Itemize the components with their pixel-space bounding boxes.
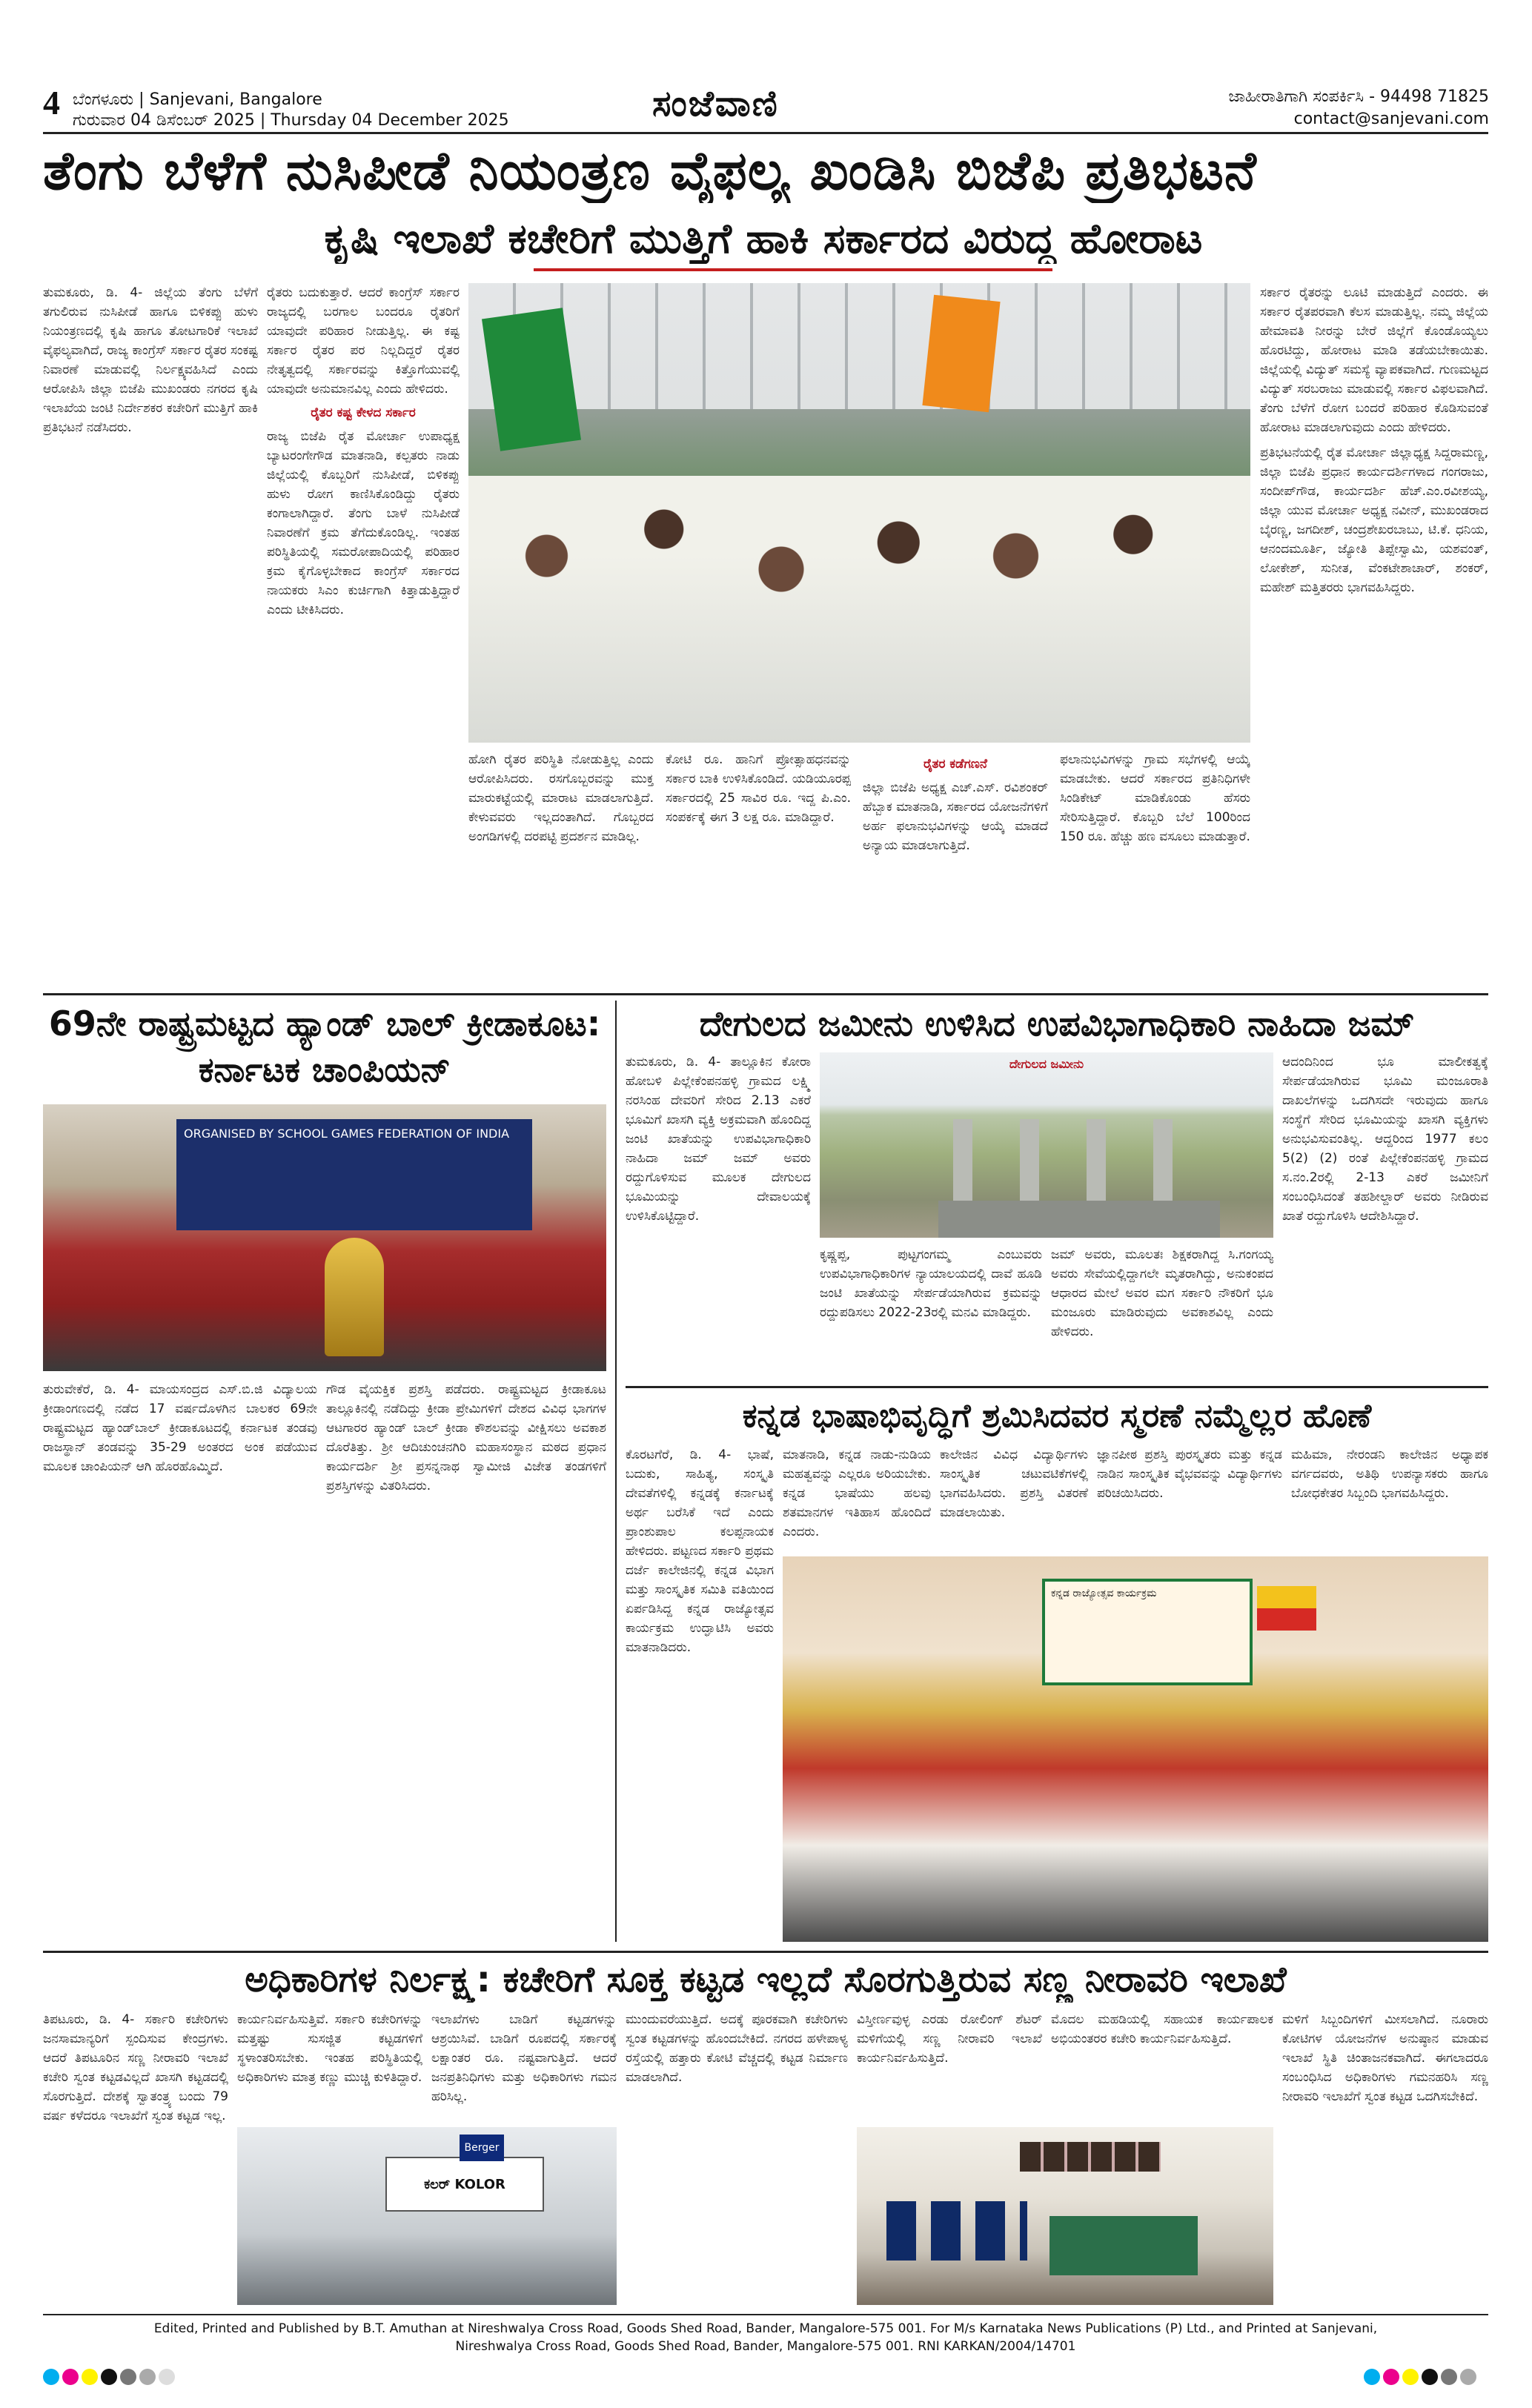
- masthead-logo: ಸಂಜೆವಾಣಿ: [652, 83, 779, 125]
- handball-team-photo: [43, 1104, 606, 1371]
- lead-bottom-3-text: ಜಿಲ್ಲಾ ಬಿಜೆಪಿ ಅಧ್ಯಕ್ಷ ಎಚ್.ಎಸ್. ರವಿಶಂಕರ್ ಹೆಬ್ಬಾಕ ಮಾತನಾಡಿ, ಸರ್ಕಾರದ ಯೋಜನೆಗಳಿಗೆ ಅರ್ಹ ಫಲಾನುಭವಿಗಳನ್ನು ಆಯ್ಕೆ ಮಾಡದೆ ಅನ್ಯಾಯ ಮಾಡಲಾಗುತ್ತಿದೆ.: [863, 780, 1048, 853]
- lead-bottom-4: ಫಲಾನುಭವಿಗಳನ್ನು ಗ್ರಾಮ ಸಭೆಗಳಲ್ಲಿ ಆಯ್ಕೆ ಮಾಡಬೇಕು. ಆದರೆ ಸರ್ಕಾರದ ಪ್ರತಿನಿಧಿಗಳೇ ಸಿಂಡಿಕೇಟ್ ಮಾಡಿಕೊಂಡು ಹೆಸರು ಸೇರಿಸುತ್ತಿದ್ದಾರೆ. ಕೊಬ್ಬರಿ ಬೆಲೆ 100ರಿಂದ 150 ರೂ. ಹೆಚ್ಚು ಹಣ ವಸೂಲು ಮಾಡುತ್ತಾರೆ.: [1060, 752, 1250, 844]
- protest-photo: [468, 283, 1250, 743]
- temple-col-4: ಆದಂದಿನಿಂದ ಭೂ ಮಾಲೀಕತ್ವಕ್ಕೆ ಸೇರ್ಪಡೆಯಾಗಿರುವ ಭೂಮಿ ಮಂಜೂರಾತಿ ದಾಖಲೆಗಳನ್ನು ಒದಗಿಸದೇ ಇರುವುದು ಹಾಗೂ ಸಂಸ್ಥೆಗೆ ಸೇರಿದ ಭೂಮಿಯನ್ನು ಖಾಸಗಿ ವ್ಯಕ್ತಿಗಳು ಅನುಭವಿಸುವಂತಿಲ್ಲ. ಆದ್ದರಿಂದ 1977 ಕಲಂ 5(2) (2) ರಂತೆ ಪಿಲ್ಲೇಕೆಂಪನಹಳ್ಳಿ ಗ್ರಾಮದ ಸ.ನಂ.2ರಲ್ಲಿ 2-13 ಎಕರೆ ಜಮೀನಿಗೆ ಸಂಬಂಧಿಸಿದಂತೆ ತಹಶೀಲ್ದಾರ್ ಅವರು ನೀಡಿರುವ ಖಾತೆ ರದ್ದುಗೊಳಿಸಿ ಆದೇಶಿಸಿದ್ದಾರೆ.: [1282, 1055, 1488, 1224]
- column-rule: [615, 1001, 617, 1942]
- page-number: 4: [43, 84, 60, 122]
- irrigation-col-1: ತಿಪಟೂರು, ಡಿ. 4- ಸರ್ಕಾರಿ ಕಚೇರಿಗಳು ಜನಸಾಮಾನ್ಯರಿಗೆ ಸ್ಪಂದಿಸುವ ಕೇಂದ್ರಗಳು. ಆದರೆ ತಿಪಟೂರಿನ ಸಣ್ಣ ನೀರಾವರಿ ಇಲಾಖೆ ಕಚೇರಿ ಸ್ವಂತ ಕಟ್ಟಡವಿಲ್ಲದೆ ಖಾಸಗಿ ಕಟ್ಟಡದಲ್ಲಿ ಸೊರಗುತ್ತಿದೆ. ದೇಶಕ್ಕೆ ಸ್ವಾತಂತ್ರ್ಯ ಬಂದು 79 ವರ್ಷ ಕಳೆದರೂ ಇಲಾಖೆಗೆ ಸ್ವಂತ ಕಟ್ಟಡ ಇಲ್ಲ.: [43, 2012, 228, 2123]
- irrigation-col-3: ಇಲಾಖೆಗಳು ಬಾಡಿಗೆ ಕಟ್ಟಡಗಳನ್ನು ಆಶ್ರಯಿಸಿವೆ. ಬಾಡಿಗೆ ರೂಪದಲ್ಲಿ ಸರ್ಕಾರಕ್ಕೆ ಲಕ್ಷಾಂತರ ರೂ. ನಷ್ಟವಾಗುತ್ತಿದೆ. ಆದರೆ ಜನಪ್ರತಿನಿಧಿಗಳು ಮತ್ತು ಅಧಿಕಾರಿಗಳು ಗಮನ ಹರಿಸಿಲ್ಲ.: [431, 2012, 617, 2104]
- kannada-col-2: ಮಾತನಾಡಿ, ಕನ್ನಡ ನಾಡು-ನುಡಿಯ ಮಹತ್ವವನ್ನು ಎಲ್ಲರೂ ಅರಿಯಬೇಕು. ಕನ್ನಡ ಭಾಷೆಯು ಹಲವು ಶತಮಾನಗಳ ಇತಿಹಾಸ ಹೊಂದಿದೆ ಎಂದರು.: [783, 1447, 931, 1539]
- foundation-slab: [938, 1201, 1220, 1238]
- lead-bottom-3: [863, 750, 1048, 987]
- irrigation-headline: ಅಧಿಕಾರಿಗಳ ನಿರ್ಲಕ್ಷ್ಯ: ಕಚೇರಿಗೆ ಸೂಕ್ತ ಕಟ್ಟಡ ಇಲ್ಲದೆ ಸೊರಗುತ್ತಿರುವ ಸಣ್ಣ ನೀರಾವರಿ ಇಲಾಖೆ: [245, 1959, 1287, 2000]
- edition-date: ಗುರುವಾರ 04 ಡಿಸೆಂಬರ್ 2025 | Thursday 04 December 2025: [73, 111, 509, 130]
- trophy: [325, 1238, 384, 1356]
- header-rule: [43, 132, 1488, 134]
- lead-subhead: ಕೃಷಿ ಇಲಾಖೆ ಕಚೇರಿಗೆ ಮುತ್ತಿಗೆ ಹಾಕಿ ಸರ್ಕಾರದ ವಿರುದ್ಧ ಹೋರಾಟ: [324, 215, 1203, 263]
- office-interior-photo: [857, 2127, 1273, 2305]
- handball-col-1: ತುರುವೇಕೆರೆ, ಡಿ. 4- ಮಾಯಸಂದ್ರದ ಎಸ್.ಬಿ.ಜಿ ವಿದ್ಯಾಲಯ ಕ್ರೀಡಾಂಗಣದಲ್ಲಿ ನಡೆದ 17 ವರ್ಷದೊಳಗಿನ ಬಾಲಕರ 69ನೇ ರಾಷ್ಟ್ರಮಟ್ಟದ ಹ್ಯಾಂಡ್‌ಬಾಲ್ ಕ್ರೀಡಾಕೂಟದಲ್ಲಿ ಕರ್ನಾಟಕ ತಂಡವು ರಾಜಸ್ಥಾನ್ ತಂಡವನ್ನು 35-29 ಅಂತರದ ಅಂಕ ಪಡೆಯುವ ಮೂಲಕ ಚಾಂಪಿಯನ್ ಆಗಿ ಹೊರಹೊಮ್ಮಿದೆ.: [43, 1382, 317, 1474]
- lead-headline: ತೆಂಗು ಬೆಳೆಗೆ ನುಸಿಪೀಡೆ ನಿಯಂತ್ರಣ ವೈಫಲ್ಯ ಖಂಡಿಸಿ ಬಿಜೆಪಿ ಪ್ರತಿಭಟನೆ: [43, 139, 1257, 202]
- irrigation-col-4: ಮುಂದುವರೆಯುತ್ತಿದೆ. ಅದಕ್ಕೆ ಪೂರಕವಾಗಿ ಕಚೇರಿಗಳು ಸ್ವಂತ ಕಟ್ಟಡಗಳನ್ನು ಹೊಂದಬೇಕಿದೆ. ನಗರದ ಹಳೇಪಾಳ್ಯ ರಸ್ತೆಯಲ್ಲಿ ಹತ್ತಾರು ಕೋಟಿ ವೆಚ್ಚದಲ್ಲಿ ಕಟ್ಟಡ ನಿರ್ಮಾಣ ಮಾಡಲಾಗಿದೆ.: [626, 2012, 848, 2085]
- office-desk: [1049, 2216, 1198, 2275]
- section-rule: [43, 1951, 1488, 1953]
- lead-col-1: ತುಮಕೂರು, ಡಿ. 4- ಜಿಲ್ಲೆಯ ತೆಂಗು ಬೆಳೆಗೆ ತಗುಲಿರುವ ನುಸಿಪೀಡೆ ಹಾಗೂ ಬಿಳಿಕಪ್ಪು ಹುಳು ನಿಯಂತ್ರಣದಲ್ಲಿ ಕೃಷಿ ಹಾಗೂ ತೋಟಗಾರಿಕೆ ಇಲಾಖೆ ವೈಫಲ್ಯವಾಗಿದೆ, ರಾಜ್ಯ ಕಾಂಗ್ರೆಸ್ ಸರ್ಕಾರ ರೈತರ ಸಂಕಷ್ಟ ನಿವಾರಣೆ ಮಾಡುವಲ್ಲಿ ನಿರ್ಲಕ್ಷ್ಯವಹಿಸಿದೆ ಎಂದು ಆರೋಪಿಸಿ ಜಿಲ್ಲಾ ಬಿಜೆಪಿ ಮುಖಂಡರು ನಗರದ ಕೃಷಿ ಇಲಾಖೆಯ ಜಂಟಿ ನಿರ್ದೇಶಕರ ಕಚೇರಿಗೆ ಮುತ್ತಿಗೆ ಹಾಕಿ ಪ್ರತಿಭಟನೆ ನಡೆಸಿದರು.: [43, 285, 258, 435]
- party-flag: [482, 308, 581, 451]
- kannada-col-5: ಮಹಿಮಾ, ನೇರಂಡನಿ ಕಾಲೇಜಿನ ಅಧ್ಯಾಪಕ ವರ್ಗದವರು, ಅತಿಥಿ ಉಪನ್ಯಾಸಕರು ಹಾಗೂ ಬೋಧಕೇತರ ಸಿಬ್ಬಂದಿ ಭಾಗವಹಿಸಿದ್ದರು.: [1291, 1447, 1488, 1501]
- office-chairs: [886, 2201, 1027, 2261]
- lead-col-2: [267, 283, 460, 987]
- color-registration-strip: [1364, 2369, 1476, 2385]
- lead-col-3-text: ಸರ್ಕಾರ ರೈತರನ್ನು ಲೂಟಿ ಮಾಡುತ್ತಿದೆ ಎಂದರು. ಈ ಸರ್ಕಾರ ರೈತಪರವಾಗಿ ಕೆಲಸ ಮಾಡುತ್ತಿಲ್ಲ. ನಮ್ಮ ಜಿಲ್ಲೆಯ ಹೇಮಾವತಿ ನೀರನ್ನು ಬೇರೆ ಜಿಲ್ಲೆಗೆ ಕೊಂಡೊಯ್ಯಲು ಹೊರಟಿದ್ದು, ಹೋರಾಟ ಮಾಡಿ ತಡೆಯಬೇಕಾಯಿತು. ಜಿಲ್ಲೆಯಲ್ಲಿ ವಿದ್ಯುತ್ ಸಮಸ್ಯೆ ವ್ಯಾಪಕವಾಗಿದೆ. ಗುಣಮಟ್ಟದ ವಿದ್ಯುತ್ ಸರಬರಾಜು ಮಾಡುವಲ್ಲಿ ಸರ್ಕಾರ ವಿಫಲವಾಗಿದೆ. ತೆಂಗು ಬೆಳೆಗೆ ರೋಗ ಬಂದರೆ ಪರಿಹಾರ ಕೊಡಿಸುವಂತೆ ಹೋರಾಟ ಮಾಡಲಾಗುವುದು ಎಂದು ಹೇಳಿದರು.: [1260, 285, 1488, 435]
- wall-frames: [1020, 2142, 1161, 2172]
- temple-photo-caption: ದೇಗುಲದ ಜಮೀನು: [1009, 1057, 1084, 1071]
- kannada-col-1: ಕೊರಟಗೆರೆ, ಡಿ. 4- ಭಾಷೆ, ಬದುಕು, ಸಾಹಿತ್ಯ, ಸಂಸ್ಕೃತಿ ದೇವತೆಗಳಿಲ್ಲಿ ಕನ್ನಡಕ್ಕೆ ಕರ್ನಾಟಕ್ಕೆ ಅರ್ಥ ಬರೆಸಿಕೆ ಇದೆ ಎಂದು ಪ್ರಾಂಶುಪಾಲ ಕಲಪ್ಪನಾಯಕ ಹೇಳಿದರು. ಪಟ್ಟಣದ ಸರ್ಕಾರಿ ಪ್ರಥಮ ದರ್ಜೆ ಕಾಲೇಜಿನಲ್ಲಿ ಕನ್ನಡ ವಿಭಾಗ ಮತ್ತು ಸಾಂಸ್ಕೃತಿಕ ಸಮಿತಿ ವತಿಯಿಂದ ಏರ್ಪಡಿಸಿದ್ದ ಕನ್ನಡ ರಾಜ್ಯೋತ್ಸವ ಕಾರ್ಯಕ್ರಮ ಉದ್ಘಾಟಿಸಿ ಅವರು ಮಾತನಾಡಿದರು.: [626, 1447, 774, 1655]
- brand-sign: Berger: [460, 2135, 504, 2161]
- kannada-headline: ಕನ್ನಡ ಭಾಷಾಭಿವೃದ್ಧಿಗೆ ಶ್ರಮಿಸಿದವರ ಸ್ಮರಣೆ ನಮ್ಮೆಲ್ಲರ ಹೊಣೆ: [742, 1397, 1372, 1435]
- event-banner: ORGANISED BY SCHOOL GAMES FEDERATION OF INDIA: [176, 1119, 532, 1230]
- irrigation-col-6: ಮೊದಲ ಮಹಡಿಯಲ್ಲಿ ಸಹಾಯಕ ಕಾರ್ಯಪಾಲಕ ಅಭಿಯಂತರರ ಕಚೇರಿ ಕಾರ್ಯನಿರ್ವಹಿಸುತ್ತಿದೆ.: [1051, 2012, 1273, 2046]
- irrigation-col-7: ಮಳಿಗೆ ಸಿಬ್ಬಂದಿಗಳಿಗೆ ಮೀಸಲಾಗಿದೆ. ನೂರಾರು ಕೋಟಿಗಳ ಯೋಜನೆಗಳ ಅನುಷ್ಠಾನ ಮಾಡುವ ಇಲಾಖೆ ಸ್ಥಿತಿ ಚಿಂತಾಜನಕವಾಗಿದೆ. ಈಗಲಾದರೂ ಸಂಬಂಧಿಸಿದ ಅಧಿಕಾರಿಗಳು ಗಮನಹರಿಸಿ ಸಣ್ಣ ನೀರಾವರಿ ಇಲಾಖೆಗೆ ಸ್ವಂತ ಕಟ್ಟಡ ಒದಗಿಸಬೇಕಿದೆ.: [1282, 2012, 1488, 2104]
- kannada-col-4: ಜ್ಞಾನಪೀಠ ಪ್ರಶಸ್ತಿ ಪುರಸ್ಕೃತರು ಮತ್ತು ಕನ್ನಡ ನಾಡಿನ ಸಾಂಸ್ಕೃತಿಕ ವೈಭವವನ್ನು ವಿದ್ಯಾರ್ಥಿಗಳು ಪರಿಚಯಿಸಿದರು.: [1097, 1447, 1282, 1501]
- lead-bottom-3-subhead: ರೈತರ ಕಡೆಗಣನೆ: [923, 757, 987, 772]
- lead-col-3b-text: ಪ್ರತಿಭಟನೆಯಲ್ಲಿ ರೈತ ಮೋರ್ಚಾ ಜಿಲ್ಲಾಧ್ಯಕ್ಷ ಸಿದ್ದರಾಮಣ್ಣ, ಜಿಲ್ಲಾ ಬಿಜೆಪಿ ಪ್ರಧಾನ ಕಾರ್ಯದರ್ಶಿಗಳಾದ ಗಂಗರಾಜು, ಸಂದೀಪ್‌ಗೌಡ, ಕಾರ್ಯದರ್ಶಿ ಹೆಚ್.ಎಂ.ರವೀಶಯ್ಯ, ಜಿಲ್ಲಾ ಯುವ ಮೋರ್ಚಾ ಅಧ್ಯಕ್ಷ ನವೀನ್, ಮುಖಂಡರಾದ ಬೈರಣ್ಣ, ಜಗದೀಶ್, ಚಂದ್ರಶೇಖರಬಾಬು, ಟಿ.ಕೆ. ಧನಿಯ, ಆನಂದಮೂರ್ತಿ, ಜ್ಯೋತಿ ತಿಪ್ಪೇಸ್ವಾಮಿ, ಯಶವಂತ್, ಲೋಕೇಶ್, ಸುನೀತ, ವೆಂಕಟೇಶಾಚಾರ್, ಶಂಕರ್, ಮಹೇಶ್ ಮತ್ತಿತರರು ಭಾಗವಹಿಸಿದ್ದರು.: [1260, 445, 1488, 595]
- temple-land-photo: [820, 1052, 1273, 1238]
- shop-sign: ಕಲರ್ KOLOR: [385, 2157, 544, 2212]
- lead-col-2-subhead: ರೈತರ ಕಷ್ಟ ಕೇಳದ ಸರ್ಕಾರ: [311, 405, 416, 420]
- temple-col-2: ಕೃಷ್ಣಪ್ಪ, ಪುಟ್ಟಗಂಗಮ್ಮ ಎಂಬುವರು ಉಪವಿಭಾಗಾಧಿಕಾರಿಗಳ ನ್ಯಾಯಾಲಯದಲ್ಲಿ ದಾವೆ ಹೂಡಿ ಜಂಟಿ ಖಾತೆಯನ್ನು ಸೇರ್ಪಡೆಯಾಗಿರುವ ಕ್ರಮವನ್ನು ರದ್ದುಪಡಿಸಲು 2022-23ರಲ್ಲಿ ಮನವಿ ಮಾಡಿದ್ದರು.: [820, 1247, 1042, 1320]
- stage-banner: ಕನ್ನಡ ರಾಜ್ಯೋತ್ಸವ ಕಾರ್ಯಕ್ರಮ: [1042, 1579, 1253, 1685]
- kannada-col-3: ಕಾಲೇಜಿನ ವಿವಿಧ ವಿದ್ಯಾರ್ಥಿಗಳು ಸಾಂಸ್ಕೃತಿಕ ಚಟುವಟಿಕೆಗಳಲ್ಲಿ ಭಾಗವಹಿಸಿದರು. ಪ್ರಶಸ್ತಿ ವಿತರಣೆ ಮಾಡಲಾಯಿತು.: [940, 1447, 1088, 1520]
- lead-col-2-text: ರೈತರು ಬದುಕುತ್ತಾರೆ. ಆದರೆ ಕಾಂಗ್ರೆಸ್ ಸರ್ಕಾರ ರಾಜ್ಯದಲ್ಲಿ ಬರಗಾಲ ಬಂದರೂ ರೈತರಿಗೆ ಯಾವುದೇ ಪರಿಹಾರ ನೀಡುತ್ತಿಲ್ಲ. ಈ ಕಷ್ಟ ಸರ್ಕಾರ ರೈತರ ಪರ ನಿಲ್ಲದಿದ್ದರೆ ರೈತರ ನೇತೃತ್ವದಲ್ಲಿ ಸರ್ಕಾರವನ್ನು ಕಿತ್ತೊಗೆಯುವಲ್ಲಿ ಯಾವುದೇ ಅನುಮಾನವಿಲ್ಲ ಎಂದು ಹೇಳಿದರು.: [267, 285, 460, 397]
- temple-col-1: ತುಮಕೂರು, ಡಿ. 4- ತಾಲ್ಲೂಕಿನ ಕೋರಾ ಹೋಬಳಿ ಪಿಲ್ಲೇಕೆಂಪನಹಳ್ಳಿ ಗ್ರಾಮದ ಲಕ್ಷ್ಮಿ ನರಸಿಂಹ ದೇವರಿಗೆ ಸೇರಿದ 2.13 ಎಕರೆ ಭೂಮಿಗೆ ಖಾಸಗಿ ವ್ಯಕ್ತಿ ಅಕ್ರಮವಾಗಿ ಹೊಂದಿದ್ದ ಜಂಟಿ ಖಾತೆಯನ್ನು ಉಪವಿಭಾಗಾಧಿಕಾರಿ ನಾಹಿದಾ ಜಮ್ ಜಮ್ ಅವರು ರದ್ದುಗೊಳಿಸುವ ಮೂಲಕ ದೇಗುಲದ ಭೂಮಿಯನ್ನು ದೇವಾಲಯಕ್ಕೆ ಉಳಿಸಿಕೊಟ್ಟಿದ್ದಾರೆ.: [626, 1055, 811, 1224]
- lead-col-3: [1260, 283, 1488, 987]
- lead-bottom-1: ಹೋಗಿ ರೈತರ ಪರಿಸ್ಥಿತಿ ನೋಡುತ್ತಿಲ್ಲ ಎಂದು ಆರೋಪಿಸಿದರು. ರಸಗೊಬ್ಬರವನ್ನು ಮುಕ್ತ ಮಾರುಕಟ್ಟೆಯಲ್ಲಿ ಮಾರಾಟ ಮಾಡಲಾಗುತ್ತಿದೆ. ಕೇಳುವವರು ಇಲ್ಲದಂತಾಗಿದೆ. ಗೊಬ್ಬರದ ಅಂಗಡಿಗಳಲ್ಲಿ ದರಪಟ್ಟಿ ಪ್ರದರ್ಶನ ಮಾಡಿಲ್ಲ.: [468, 752, 654, 844]
- irrigation-col-5: ವಿಸ್ತೀರ್ಣವುಳ್ಳ ಎರಡು ರೋಲಿಂಗ್ ಶೆಟರ್ ಮಳಿಗೆಯಲ್ಲಿ ಸಣ್ಣ ನೀರಾವರಿ ಇಲಾಖೆ ಕಾರ್ಯನಿರ್ವಹಿಸುತ್ತಿದೆ.: [857, 2012, 1042, 2066]
- imprint-line-2: Nireshwalya Cross Road, Goods Shed Road, Bander, Mangalore-575 001. RNI KARKAN/2004/14701: [455, 2339, 1076, 2354]
- irrigation-col-2: ಕಾರ್ಯನಿರ್ವಹಿಸುತ್ತಿವೆ. ಸರ್ಕಾರಿ ಕಚೇರಿಗಳನ್ನು ಮತ್ತಷ್ಟು ಸುಸಜ್ಜಿತ ಕಟ್ಟಡಗಳಿಗೆ ಸ್ಥಳಾಂತರಿಸಬೇಕು. ಇಂತಹ ಪರಿಸ್ಥಿತಿಯಲ್ಲಿ ಅಧಿಕಾರಿಗಳು ಮಾತ್ರ ಕಣ್ಣು ಮುಚ್ಚಿ ಕುಳಿತಿದ್ದಾರೆ.: [237, 2012, 422, 2085]
- lead-col-2b-text: ರಾಜ್ಯ ಬಿಜೆಪಿ ರೈತ ಮೋರ್ಚಾ ಉಪಾಧ್ಯಕ್ಷ ಬ್ಯಾಟರಂಗೇಗೌಡ ಮಾತನಾಡಿ, ಕಲ್ಪತರು ನಾಡು ಜಿಲ್ಲೆಯಲ್ಲಿ ಕೊಬ್ಬರಿಗೆ ನುಸಿಪೀಡೆ, ಬಿಳಿಕಪ್ಪು ಹುಳು ರೋಗ ಕಾಣಿಸಿಕೊಂಡಿದ್ದು ರೈತರು ಕಂಗಾಲಾಗಿದ್ದಾರೆ. ತೆಂಗು ಬಾಳೆ ನುಸಿಪೀಡೆ ನಿವಾರಣೆಗೆ ಕ್ರಮ ತೆಗೆದುಕೊಂಡಿಲ್ಲ. ಇಂತಹ ಪರಿಸ್ಥಿತಿಯಲ್ಲಿ ಸಮರೋಪಾದಿಯಲ್ಲಿ ಪರಿಹಾರ ಕ್ರಮ ಕೈಗೊಳ್ಳಬೇಕಾದ ಕಾಂಗ್ರೆಸ್ ಸರ್ಕಾರದ ನಾಯಕರು ಸಿಎಂ ಕುರ್ಚಿಗಾಗಿ ಕಿತ್ತಾಡುತ್ತಿದ್ದಾರೆ ಎಂದು ಟೀಕಿಸಿದರು.: [267, 429, 460, 617]
- handball-col-2: ಗೌಡ ವೈಯಕ್ತಿಕ ಪ್ರಶಸ್ತಿ ಪಡೆದರು. ರಾಷ್ಟ್ರಮಟ್ಟದ ಕ್ರೀಡಾಕೂಟ ತಾಲ್ಲೂಕಿನಲ್ಲಿ ನಡೆದಿದ್ದು ಕ್ರೀಡಾ ಪ್ರೇಮಿಗಳಿಗೆ ದೇಶದ ವಿವಿಧ ಭಾಗಗಳ ಆಟಗಾರರ ಹ್ಯಾಂಡ್ ಬಾಲ್ ಕ್ರೀಡಾ ಕೌಶಲವನ್ನು ವೀಕ್ಷಿಸಲು ಅವಕಾಶ ದೊರೆತಿತ್ತು. ಶ್ರೀ ಆದಿಚುಂಚನಗಿರಿ ಮಹಾಸಂಸ್ಥಾನ ಮಠದ ಪ್ರಧಾನ ಕಾರ್ಯದರ್ಶಿ ಶ್ರೀ ಪ್ರಸನ್ನನಾಥ ಸ್ವಾಮೀಜಿ ವಿಜೇತ ತಂಡಗಳಿಗೆ ಪ್ರಶಸ್ತಿಗಳನ್ನು ವಿತರಿಸಿದರು.: [326, 1382, 606, 1493]
- party-flag: [922, 295, 1000, 413]
- protesters: [468, 476, 1250, 743]
- edition-city: ಬೆಂಗಳೂರು | Sanjevani, Bangalore: [73, 90, 322, 109]
- section-rule: [626, 1386, 1488, 1388]
- kannada-flag: [1257, 1586, 1316, 1631]
- shop-building-photo: [237, 2127, 617, 2305]
- temple-headline: ದೇಗುಲದ ಜಮೀನು ಉಳಿಸಿದ ಉಪವಿಭಾಗಾಧಿಕಾರಿ ನಾಹಿದಾ ಜಮ್: [699, 1004, 1415, 1044]
- section-rule: [43, 993, 1488, 995]
- color-registration-strip: [43, 2369, 175, 2385]
- lead-bottom-2: ಕೋಟಿ ರೂ. ಹಾನಿಗೆ ಪ್ರೋತ್ಸಾಹಧನವನ್ನು ಸರ್ಕಾರ ಬಾಕಿ ಉಳಿಸಿಕೊಂಡಿದೆ. ಯಡಿಯೂರಪ್ಪ ಸರ್ಕಾರದಲ್ಲಿ 25 ಸಾವಿರ ರೂ. ಇದ್ದ ಪಿ.ಎಂ. ಸಂಪರ್ಕಕ್ಕೆ ಈಗ 3 ಲಕ್ಷ ರೂ. ಮಾಡಿದ್ದಾರೆ.: [666, 752, 851, 825]
- imprint: [43, 2320, 1488, 2355]
- subhead-underline: [534, 268, 1052, 271]
- kannada-event-photo: [783, 1556, 1488, 1942]
- handball-headline: 69ನೇ ರಾಷ್ಟ್ರಮಟ್ಟದ ಹ್ಯಾಂಡ್ ಬಾಲ್ ಕ್ರೀಡಾಕೂಟ: ಕರ್ನಾಟಕ ಚಾಂಪಿಯನ್: [48, 1004, 601, 1089]
- temple-col-3: ಜಮ್ ಅವರು, ಮೂಲತಃ ಶಿಕ್ಷಕರಾಗಿದ್ದ ಸಿ.ಗಂಗಯ್ಯ ಅವರು ಸೇವೆಯಲ್ಲಿದ್ದಾಗಲೇ ಮೃತರಾಗಿದ್ದು, ಅನುಕಂಪದ ಆಧಾರದ ಮೇಲೆ ಅವರ ಮಗ ಸರ್ಕಾರಿ ನೌಕರಿಗೆ ಭೂ ಮಂಜೂರು ಮಾಡಿರುವುದು ಅವಕಾಶವಿಲ್ಲ ಎಂದು ಹೇಳಿದರು.: [1051, 1247, 1273, 1339]
- contact-email[interactable]: contact@sanjevani.com: [1293, 110, 1489, 128]
- footer-rule: [43, 2314, 1488, 2315]
- imprint-line-1: Edited, Printed and Published by B.T. Amuthan at Nireshwalya Cross Road, Goods Shed Road, Bander, Mangalore-575 001. For M/s Karnataka News Publications (P) Ltd., and Printed at Sanjevani,: [153, 2321, 1378, 2336]
- ad-phone: ಜಾಹೀರಾತಿಗಾಗಿ ಸಂಪರ್ಕಿಸಿ - 94498 71825: [1228, 87, 1489, 106]
